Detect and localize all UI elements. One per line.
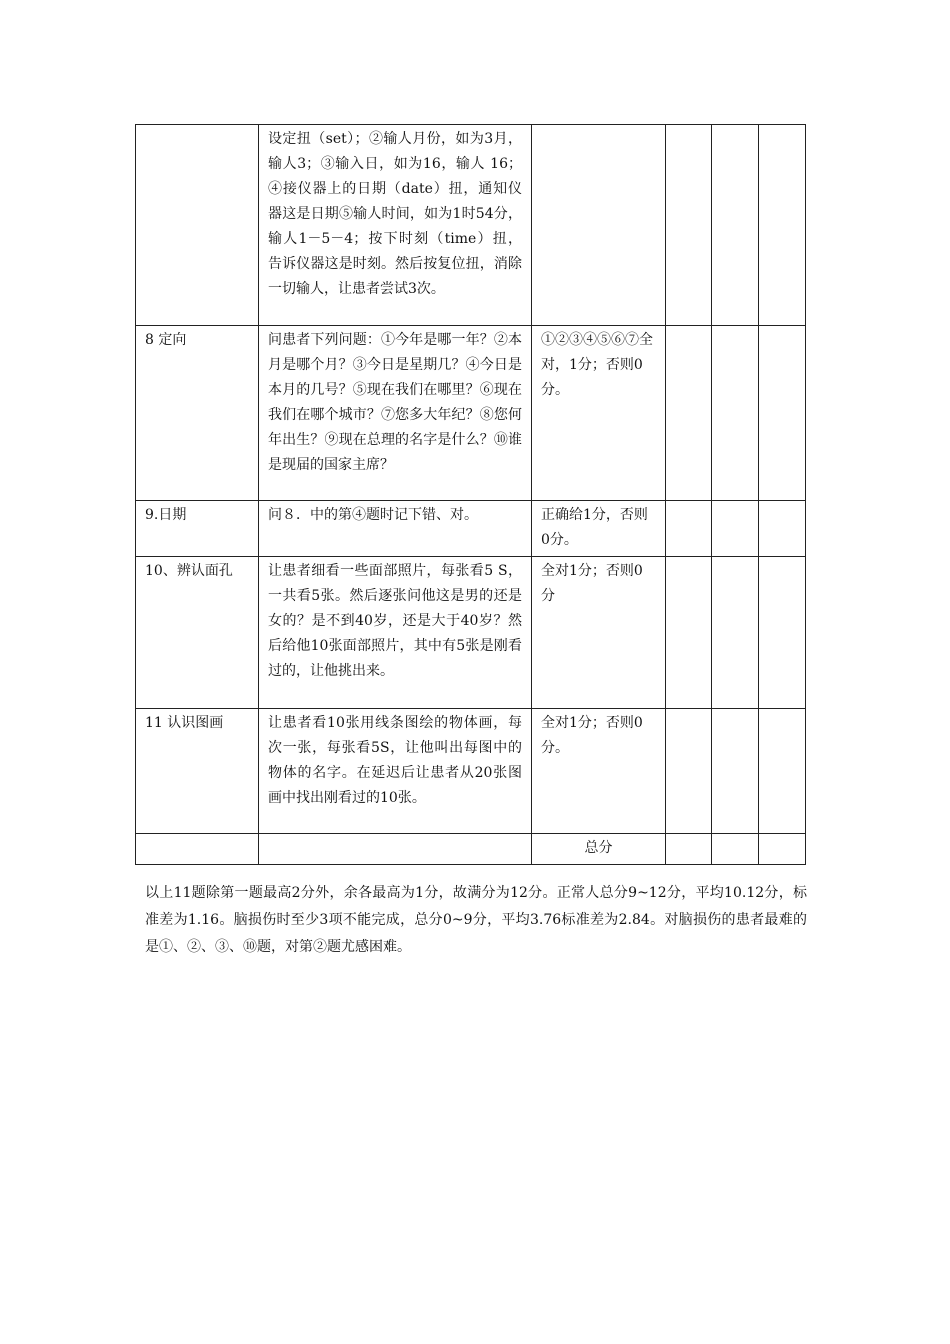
scoring-cell: 正确给1分，否则0分。 bbox=[532, 501, 666, 557]
table-row bbox=[136, 709, 806, 834]
score-cell bbox=[759, 326, 806, 501]
score-cell bbox=[759, 125, 806, 326]
content-cell: 让患者看10张用线条图绘的物体画，每次一张，每张看5S，让他叫出每图中的物体的名字。在延迟后让患者从20张图画中找出刚看过的10张。 bbox=[259, 709, 532, 834]
item-cell: 9.日期 bbox=[136, 501, 259, 557]
score-cell bbox=[712, 125, 759, 326]
item-cell: 8 定向 bbox=[136, 326, 259, 501]
content-cell: 设定扭（set）；②输人月份，如为3月，输人3；③输入日，如为16，输人 16；④接仪器上的日期（date）扭，通知仪器这是日期⑤输人时间，如为1时54分，输人1－5－4；按下时刻（time）扭，告诉仪器这是时刻。然后按复位扭，消除一切输人，让患者尝试3次。 bbox=[259, 125, 532, 326]
content-cell: 问患者下列问题：①今年是哪一年？②本月是哪个月？③今日是星期几？④今日是本月的几号？⑤现在我们在哪里？⑥现在我们在哪个城市？⑦您多大年纪？⑧您何年出生？⑨现在总理的名字是什么？⑩谁是现届的国家主席？ bbox=[259, 326, 532, 501]
item-cell bbox=[136, 125, 259, 326]
score-cell bbox=[666, 125, 712, 326]
score-cell bbox=[666, 326, 712, 501]
table-row bbox=[136, 501, 806, 557]
content-cell: 让患者细看一些面部照片，每张看5 S，一共看5张。然后逐张问他这是男的还是女的？是不到40岁，还是大于40岁？然后给他10张面部照片，其中有5张是刚看过的，让他挑出来。 bbox=[259, 557, 532, 709]
assessment-table bbox=[135, 124, 806, 865]
score-cell bbox=[759, 557, 806, 709]
score-cell bbox=[666, 501, 712, 557]
scoring-cell: 全对1分；否则0分。 bbox=[532, 709, 666, 834]
score-cell bbox=[759, 834, 806, 865]
content-cell bbox=[259, 834, 532, 865]
score-cell bbox=[666, 834, 712, 865]
total-row bbox=[136, 834, 806, 865]
scoring-note: 以上11题除第一题最高2分外，余各最高为1分，故满分为12分。正常人总分9~12分，平均10.12分，标准差为1.16。脑损伤时至少3项不能完成，总分0~9分，平均3.76标准差为2.84。对脑损伤的患者最难的是①、②、③、⑩题，对第②题尤感困难。 bbox=[145, 885, 807, 955]
item-cell bbox=[136, 834, 259, 865]
item-cell: 10、辨认面孔 bbox=[136, 557, 259, 709]
score-cell bbox=[712, 501, 759, 557]
score-cell bbox=[712, 834, 759, 865]
scoring-cell: ①②③④⑤⑥⑦全对，1分；否则0分。 bbox=[532, 326, 666, 501]
score-cell bbox=[666, 709, 712, 834]
scoring-cell bbox=[532, 125, 666, 326]
item-cell: 11 认识图画 bbox=[136, 709, 259, 834]
score-cell bbox=[759, 709, 806, 834]
score-cell bbox=[759, 501, 806, 557]
content-cell: 问８．中的第④题时记下错、对。 bbox=[259, 501, 532, 557]
scoring-cell: 全对1分；否则0分 bbox=[532, 557, 666, 709]
total-label: 总分 bbox=[532, 834, 666, 865]
table-row bbox=[136, 326, 806, 501]
score-cell bbox=[712, 557, 759, 709]
score-cell bbox=[666, 557, 712, 709]
table-row bbox=[136, 125, 806, 326]
table-row bbox=[136, 557, 806, 709]
score-cell bbox=[712, 326, 759, 501]
score-cell bbox=[712, 709, 759, 834]
